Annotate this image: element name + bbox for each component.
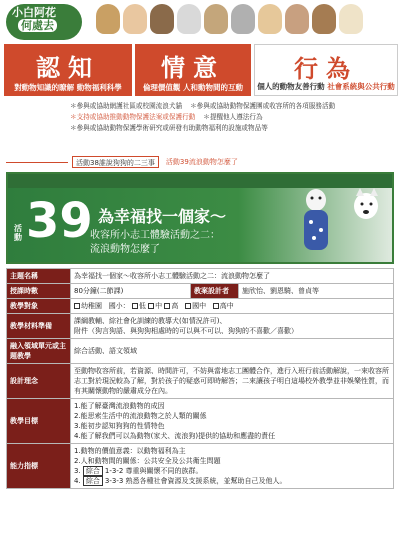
designer-label: 教案設計者: [191, 284, 239, 299]
logo-line2: 何處去: [18, 19, 57, 32]
bullet-item: ＊提醒他人遵法行為: [203, 113, 263, 121]
activity-tag-38[interactable]: 活動38誰說狗狗的二三事: [72, 156, 159, 168]
bullet-item: ＊支持或協助推動動物保護法案或保護行動: [70, 113, 196, 121]
bullet-item: ＊參與或協助動物保護團或收容所的各項服務活動: [190, 102, 336, 110]
concept-label: 設計理念: [7, 364, 71, 399]
goal-item: 4.能了解我們可以為動物(家犬、流浪狗)提供的協助和應盡的責任: [74, 432, 276, 440]
animal-icon: [96, 4, 120, 34]
goal-item: 1.能了解臺灣流浪動物的成因: [74, 402, 165, 410]
panel-subtitle: 對動物知識的瞭解 動物福利科學: [14, 83, 122, 92]
panel-behavior: [254, 44, 398, 96]
target-options: 幼稚園 國小： 低 中 高 國中 高中: [71, 299, 394, 314]
topic-value: 為幸福找一個家～收容所小志工體驗活動之二：流浪動物怎麼了: [71, 269, 394, 284]
panel-title: 情意: [161, 53, 225, 82]
panel-subtitle: 倫理價值觀 人和動物間的互動: [142, 83, 244, 92]
ability-label: 能力指標: [7, 444, 71, 489]
goals-label: 教學目標: [7, 399, 71, 444]
behavior-bullets: [70, 101, 396, 134]
checkbox[interactable]: [164, 303, 170, 309]
checkbox[interactable]: [185, 303, 191, 309]
logo-text: [12, 6, 82, 32]
activity-tags: [72, 156, 241, 168]
lesson-plan-table: [6, 268, 394, 489]
ability-item: 2.人和動物間的關係：公共安全及公共衛生問題: [74, 457, 221, 465]
animal-icon: [150, 4, 174, 34]
animal-icon: [231, 4, 255, 34]
goals-list: [71, 399, 394, 444]
banner-subtitle-1: 收容所小志工體驗活動之二：: [90, 230, 220, 241]
animal-icon: [123, 4, 147, 34]
concept-value: 至動物收容所前，若資源、時間許可，不妨與當地志工團體合作，進行入班行前活動解說，一來收容所志工對於現況較為了解，對於孩子的疑惑可即時解答；二來讓孩子明白這場校外教學並非娛樂性質，而有其關懷動物的嚴肅成分在內。: [71, 364, 394, 399]
banner-title: 為幸福找一個家～: [98, 207, 227, 226]
animal-icon: [312, 4, 336, 34]
bullet-item: ＊參與或協助網護社區或校園流浪犬貓: [70, 102, 183, 110]
goal-item: 3.能初步認知狗狗的性情特色: [74, 422, 165, 430]
ability-item: 1.動物的價值意義：以動物福利為主: [74, 447, 186, 455]
panel-affect: [135, 44, 251, 96]
time-value: 80分鐘(二節課): [71, 284, 191, 299]
animal-illustrations: [96, 4, 363, 34]
panel-subtitle-a: 個人的動物友善行動: [257, 82, 325, 91]
ability-item: 4. 綜合 3-3-3 熟悉各種社會資源及支援系統，並幫助自己及他人。: [74, 477, 287, 485]
checkbox[interactable]: [148, 303, 154, 309]
dog-icon: [344, 188, 384, 236]
bullet-item: ＊參與或協助動物保護學術研究或研發有助動物福利的設施或物品等: [70, 124, 268, 132]
ability-list: [71, 444, 394, 489]
panel-title: 行為: [294, 54, 358, 83]
panel-title: 認知: [36, 53, 100, 82]
banner-tag: 活動: [14, 224, 22, 242]
banner-number: 39: [26, 193, 93, 249]
page-header: [0, 0, 400, 44]
panel-cognition: [4, 44, 132, 96]
designer-value: 施欣怡、劉恩騎、曾貞等: [239, 284, 394, 299]
topic-label: 主題名稱: [7, 269, 71, 284]
materials-label: 教學材料準備: [7, 314, 71, 339]
dog-icon: [296, 186, 336, 256]
animal-icon: [258, 4, 282, 34]
target-label: 教學對象: [7, 299, 71, 314]
checkbox[interactable]: [132, 303, 138, 309]
checkbox[interactable]: [74, 303, 80, 309]
integrate-label: 融入領域單元或主題教學: [7, 339, 71, 364]
goal-item: 2.能思索生活中的流浪動物之於人類的關係: [74, 412, 207, 420]
ability-item: 3. 綜合 1-3-2 尊重與關懷不同的族群。: [74, 467, 203, 475]
time-label: 授課時數: [7, 284, 71, 299]
checkbox[interactable]: [213, 303, 219, 309]
animal-icon: [204, 4, 228, 34]
banner-subtitle-2: 流浪動物怎麼了: [90, 244, 160, 255]
activity-banner: [6, 172, 394, 264]
panel-subtitle: [255, 81, 397, 92]
panel-subtitle-b: 社會系統與公共行動: [327, 82, 395, 91]
materials-value: 課綱教輔、綜社會化訓練的教導犬(如情況許可)、 附件（狗言狗語、與狗狗相處時的可以與不可以、狗狗的不喜歡／喜歡）: [71, 314, 394, 339]
logo-line1: 小白阿花: [12, 6, 56, 19]
animal-icon: [285, 4, 309, 34]
integrate-value: 綜合活動、語文領域: [71, 339, 394, 364]
divider: [6, 162, 68, 163]
animal-icon: [339, 4, 363, 34]
animal-icon: [177, 4, 201, 34]
activity-tag-39[interactable]: 活動39流浪動物怎麼了: [165, 158, 238, 166]
